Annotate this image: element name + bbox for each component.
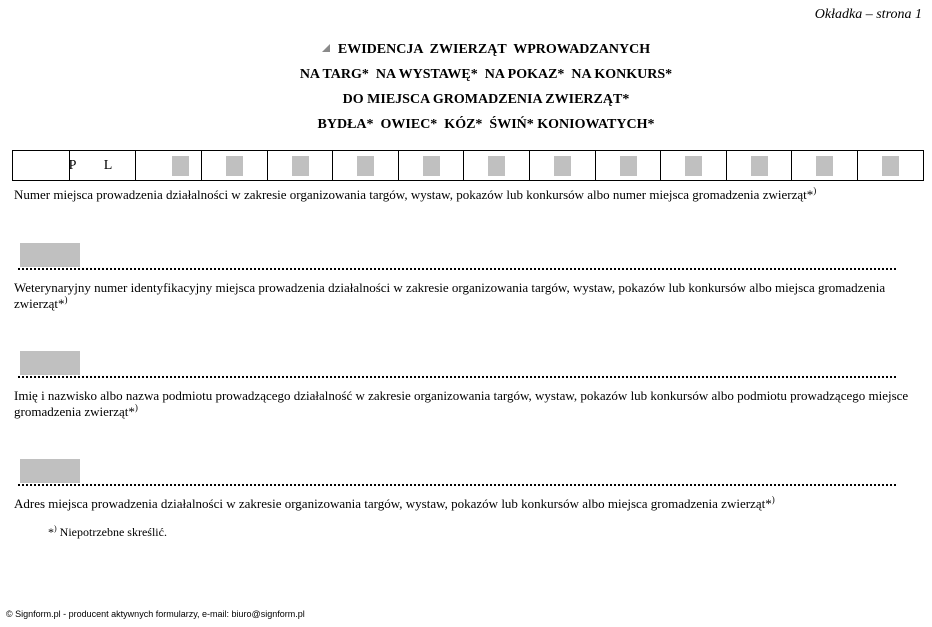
id-digit-input[interactable] bbox=[292, 156, 309, 176]
id-cell bbox=[727, 151, 792, 181]
title-line-4: BYDŁA* OWIEC* KÓZ* ŚWIŃ* KONIOWATYCH* bbox=[317, 117, 655, 132]
id-cell bbox=[530, 151, 596, 181]
id-digit-input[interactable] bbox=[751, 156, 768, 176]
field-label-address: Adres miejsca prowadzenia działalności w zakresie organizowania targów, wystaw, pokazów lub konkursów albo miejsca gromadzenia zwierząt*) bbox=[14, 494, 775, 511]
id-digit-input[interactable] bbox=[685, 156, 702, 176]
vet-number-input[interactable] bbox=[20, 351, 80, 375]
dotted-line bbox=[18, 484, 896, 486]
form-title bbox=[0, 40, 932, 140]
id-digit-input[interactable] bbox=[423, 156, 440, 176]
id-cell bbox=[268, 151, 333, 181]
title-line-2: NA TARG* NA WYSTAWĘ* NA POKAZ* NA KONKURS* bbox=[299, 67, 673, 82]
id-cell bbox=[661, 151, 727, 181]
title-line-1: EWIDENCJA ZWIERZĄT WPROWADZANYCH bbox=[0, 40, 932, 65]
id-number-table bbox=[12, 150, 924, 181]
id-cell bbox=[792, 151, 858, 181]
footer-credit: © Signform.pl - producent aktywnych formularzy, e-mail: biuro@signform.pl bbox=[6, 609, 305, 619]
id-cell-prefix-p: P bbox=[70, 151, 136, 181]
id-cell bbox=[596, 151, 661, 181]
activity-number-input[interactable] bbox=[20, 243, 80, 267]
id-cell bbox=[333, 151, 399, 181]
triangle-marker-icon bbox=[322, 44, 330, 52]
title-line-3: DO MIEJSCA GROMADZENIA ZWIERZĄT* bbox=[342, 92, 630, 107]
field-label-vet-number: Weterynaryjny numer identyfikacyjny miejsca prowadzenia działalności w zakresie organizowania targów, wystaw, pokazów lub konkursów albo miejsca gromadzenia zwierząt*) bbox=[14, 280, 886, 311]
id-cell bbox=[399, 151, 464, 181]
dotted-line bbox=[18, 268, 896, 270]
id-digit-input[interactable] bbox=[226, 156, 243, 176]
id-digit-input[interactable] bbox=[172, 156, 189, 176]
field-label-operator-name: Imię i nazwisko albo nazwa podmiotu prowadzącego działalność w zakresie organizowania targów, wystaw, pokazów lub konkursów albo podmiotu prowadzącego miejsce gromadzenia zwierząt*) bbox=[14, 388, 909, 419]
id-cell bbox=[858, 151, 924, 181]
id-digit-input[interactable] bbox=[357, 156, 374, 176]
id-digit-input[interactable] bbox=[816, 156, 833, 176]
field-label-activity-number: Numer miejsca prowadzenia działalności w zakresie organizowania targów, wystaw, pokazów lub konkursów albo numer miejsca gromadzenia zwierząt*) bbox=[14, 185, 817, 202]
id-digit-input[interactable] bbox=[554, 156, 571, 176]
footnote: *) Niepotrzebne skreślić. bbox=[48, 524, 167, 539]
dotted-line bbox=[18, 376, 896, 378]
id-digit-input[interactable] bbox=[882, 156, 899, 176]
page-label: Okładka – strona 1 bbox=[814, 7, 922, 22]
operator-name-input[interactable] bbox=[20, 459, 80, 483]
id-digit-input[interactable] bbox=[620, 156, 637, 176]
id-cell bbox=[464, 151, 530, 181]
id-digit-input[interactable] bbox=[488, 156, 505, 176]
id-cell bbox=[202, 151, 268, 181]
id-cell-empty bbox=[13, 151, 70, 181]
id-cell-prefix-l: L bbox=[136, 151, 202, 181]
